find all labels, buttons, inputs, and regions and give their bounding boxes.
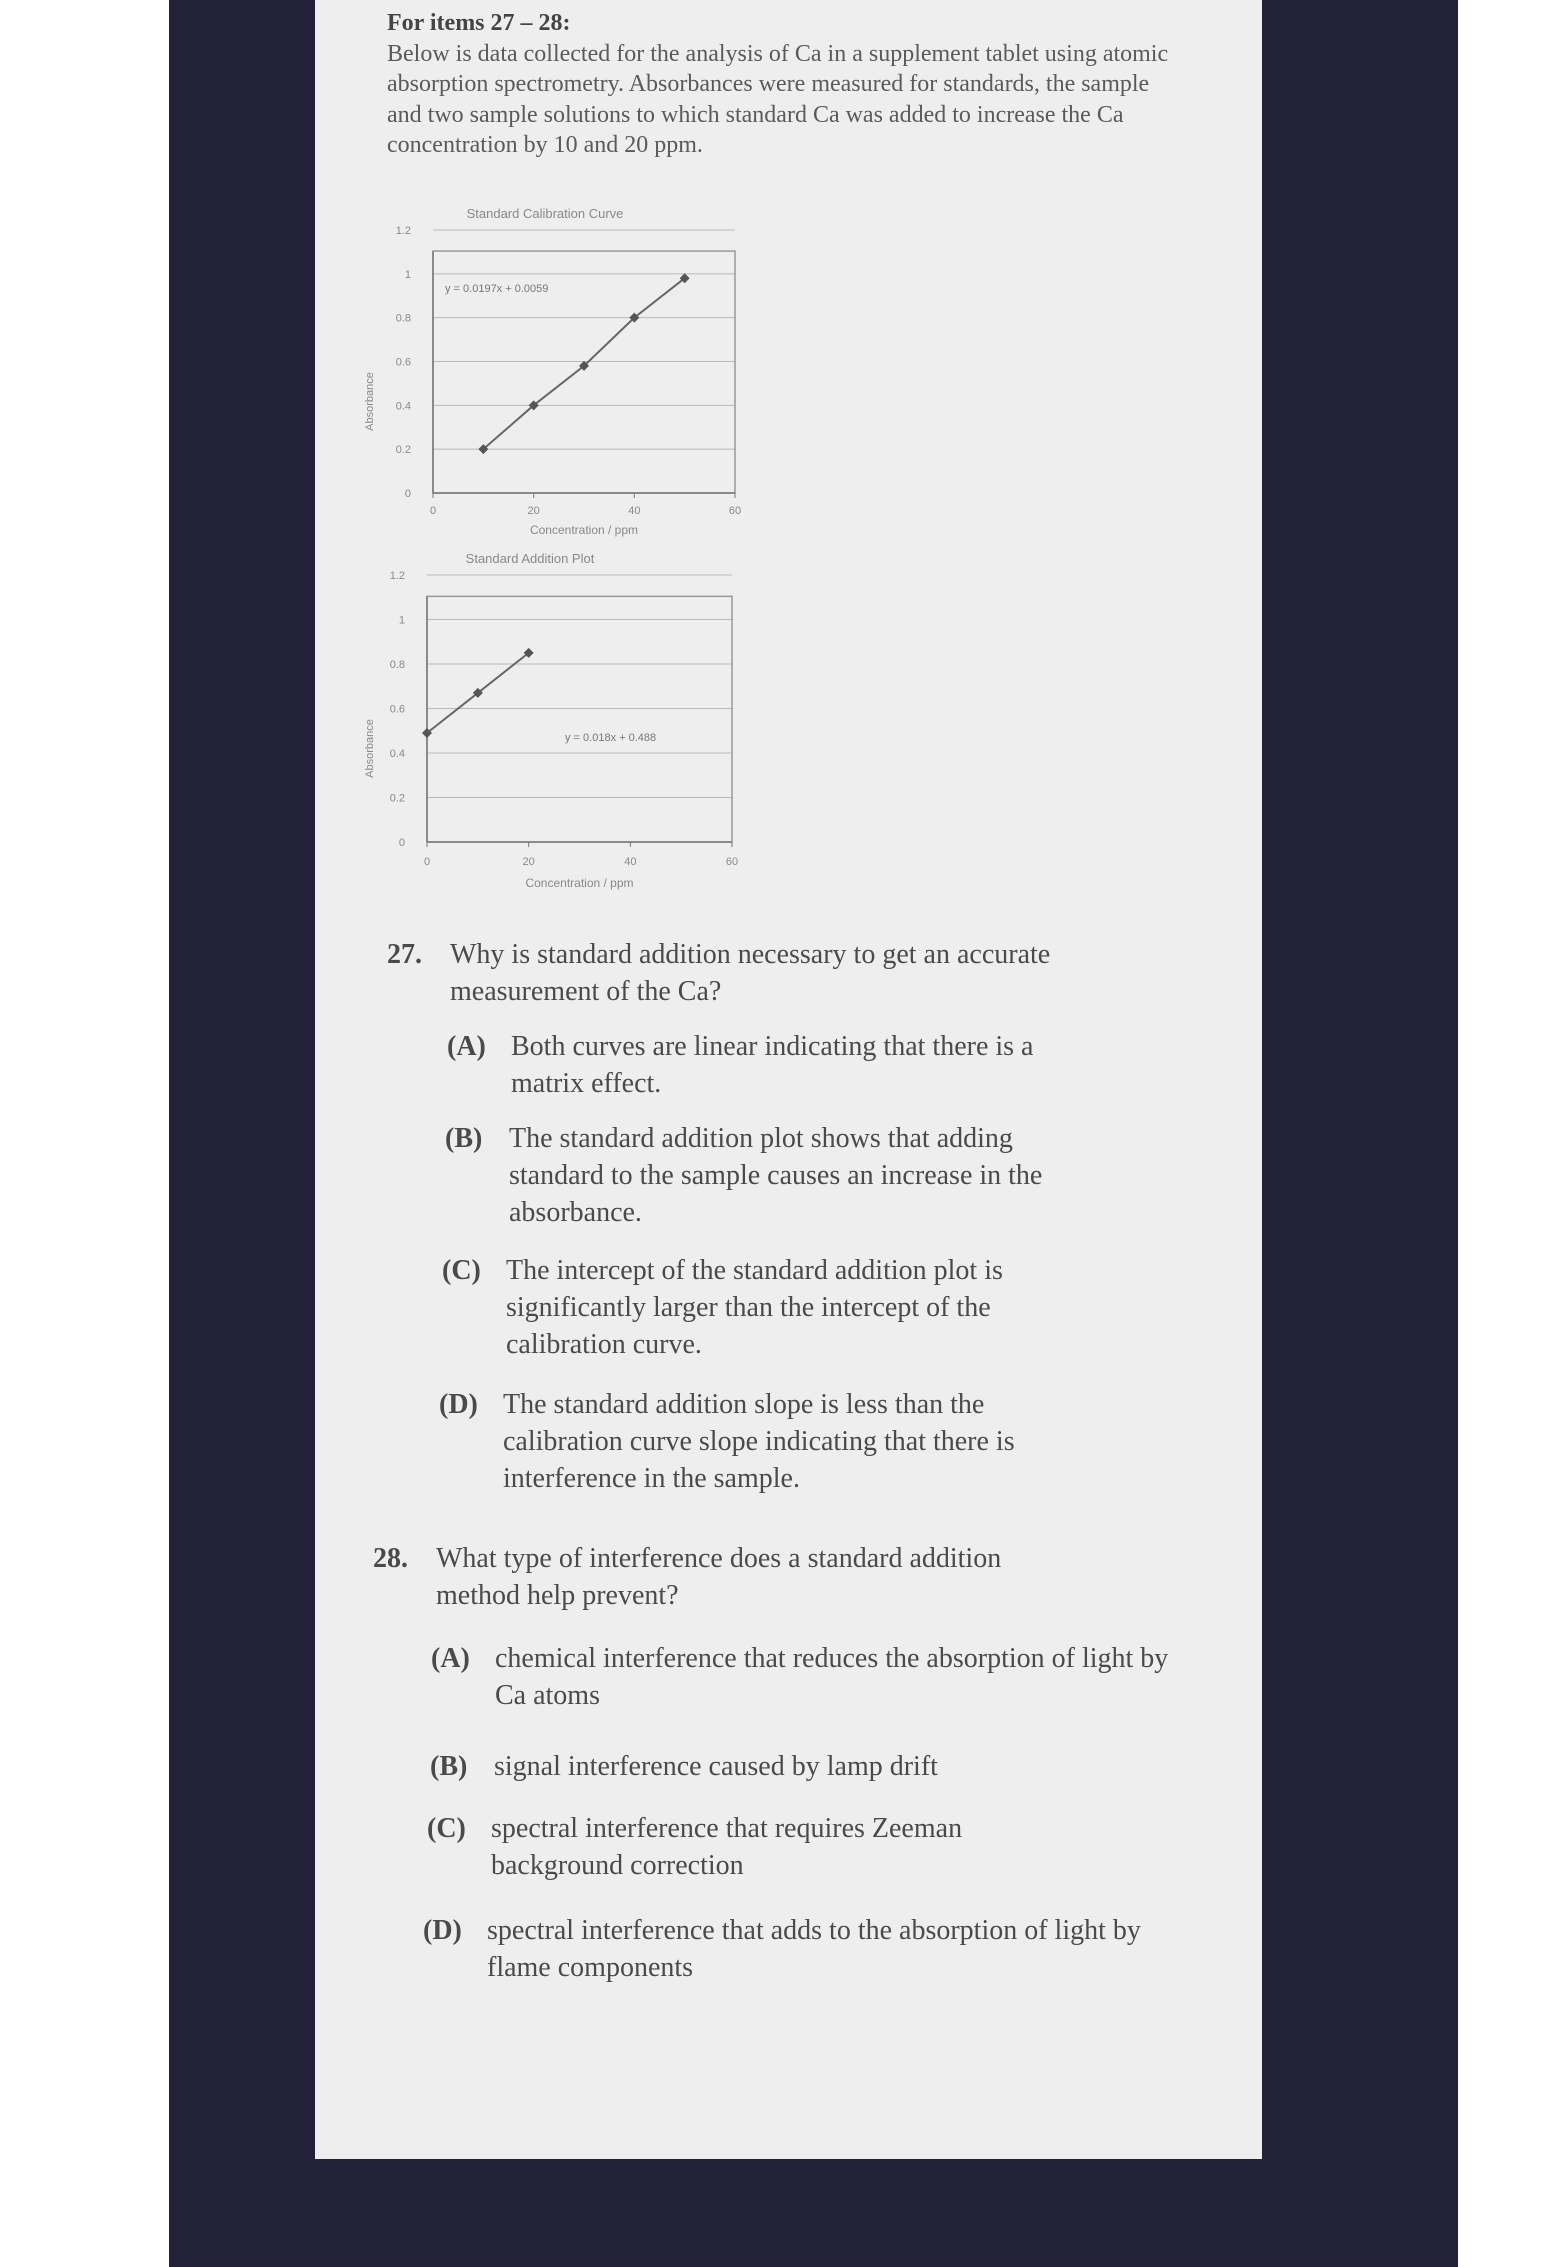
y-tick-label: 1.2 bbox=[395, 225, 411, 237]
question-text: What type of interference does a standard addition method help prevent? bbox=[436, 1543, 1002, 1611]
x-tick-label: 60 bbox=[725, 856, 739, 868]
x-tick-label: 0 bbox=[423, 856, 431, 868]
question-text: Why is standard addition necessary to get an accurate measurement of the Ca? bbox=[450, 939, 1051, 1007]
question-number: 27. bbox=[387, 939, 422, 970]
option-letter: (D) bbox=[423, 1915, 462, 1946]
intro-heading: For items 27 – 28: bbox=[387, 10, 571, 36]
option-letter: (A) bbox=[447, 1031, 486, 1062]
x-tick-label: 60 bbox=[728, 505, 742, 517]
y-tick-label: 0 bbox=[398, 837, 405, 849]
chart-title: Standard Calibration Curve bbox=[466, 206, 624, 221]
calibration-chart bbox=[365, 200, 785, 540]
option-letter: (D) bbox=[439, 1389, 478, 1420]
x-axis-label: Concentration / ppm bbox=[529, 523, 639, 537]
y-tick-label: 1.2 bbox=[389, 570, 405, 582]
x-tick-label: 20 bbox=[527, 505, 540, 517]
x-tick-label: 0 bbox=[429, 505, 437, 517]
option-text: The intercept of the standard addition plot is significantly larger than the intercept of the calibration curve. bbox=[506, 1255, 1003, 1360]
option-text: spectral interference that adds to the absorption of light by flame components bbox=[487, 1915, 1141, 1983]
standard-addition-chart-svg bbox=[365, 545, 785, 905]
option-letter: (C) bbox=[427, 1813, 466, 1844]
worksheet-page bbox=[315, 0, 1262, 2159]
y-tick-label: 0.6 bbox=[389, 703, 405, 716]
option-letter: (B) bbox=[445, 1123, 483, 1154]
y-tick-label: 0 bbox=[404, 488, 411, 500]
y-tick-label: 0.2 bbox=[389, 792, 405, 805]
y-axis-label: Absorbance bbox=[364, 372, 376, 431]
x-tick-label: 20 bbox=[522, 856, 535, 868]
option-text: spectral interference that requires Zeeman background correction bbox=[491, 1813, 963, 1881]
question-number: 28. bbox=[373, 1543, 408, 1574]
intro-text: Below is data collected for the analysis of Ca in a supplement tablet using atomic absorption spectrometry. Absorbances were measured for standards, the sample and two sample solutions to which standard Ca was added to increase the Ca concentration by 10 and 20 ppm. bbox=[387, 40, 1169, 158]
y-tick-label: 1 bbox=[398, 614, 405, 627]
chart-title: Standard Addition Plot bbox=[465, 551, 595, 566]
question-27 bbox=[387, 936, 1187, 1016]
option-text: The standard addition plot shows that adding standard to the sample causes an increase in the absorbance. bbox=[509, 1123, 1043, 1228]
y-tick-label: 0.8 bbox=[389, 659, 405, 671]
x-axis-label: Concentration / ppm bbox=[525, 876, 634, 890]
x-tick-label: 40 bbox=[628, 505, 641, 517]
x-tick-label: 40 bbox=[624, 856, 637, 868]
option-letter: (C) bbox=[442, 1255, 481, 1286]
option-text: Both curves are linear indicating that there is a matrix effect. bbox=[511, 1031, 1034, 1099]
trendline-equation: y = 0.0197x + 0.0059 bbox=[445, 283, 549, 295]
option-text: The standard addition slope is less than the calibration curve slope indicating that there is interference in the sample. bbox=[503, 1389, 1015, 1494]
question-28 bbox=[373, 1540, 1173, 1620]
y-tick-label: 0.2 bbox=[395, 444, 411, 457]
y-tick-label: 0.4 bbox=[389, 748, 405, 760]
intro-block bbox=[387, 8, 1187, 161]
option-text: chemical interference that reduces the absorption of light by Ca atoms bbox=[495, 1643, 1169, 1711]
y-tick-label: 1 bbox=[404, 268, 411, 281]
option-letter: (B) bbox=[430, 1751, 468, 1782]
option-text: signal interference caused by lamp drift bbox=[494, 1751, 938, 1782]
y-axis-label: Absorbance bbox=[364, 719, 376, 778]
trendline-equation: y = 0.018x + 0.488 bbox=[565, 732, 657, 744]
plot-area-border bbox=[427, 596, 732, 842]
calibration-chart-svg bbox=[365, 200, 785, 540]
y-tick-label: 0.6 bbox=[395, 356, 411, 369]
option-letter: (A) bbox=[431, 1643, 470, 1674]
standard-addition-chart bbox=[365, 545, 785, 905]
y-tick-label: 0.4 bbox=[395, 400, 411, 413]
y-tick-label: 0.8 bbox=[395, 312, 411, 325]
